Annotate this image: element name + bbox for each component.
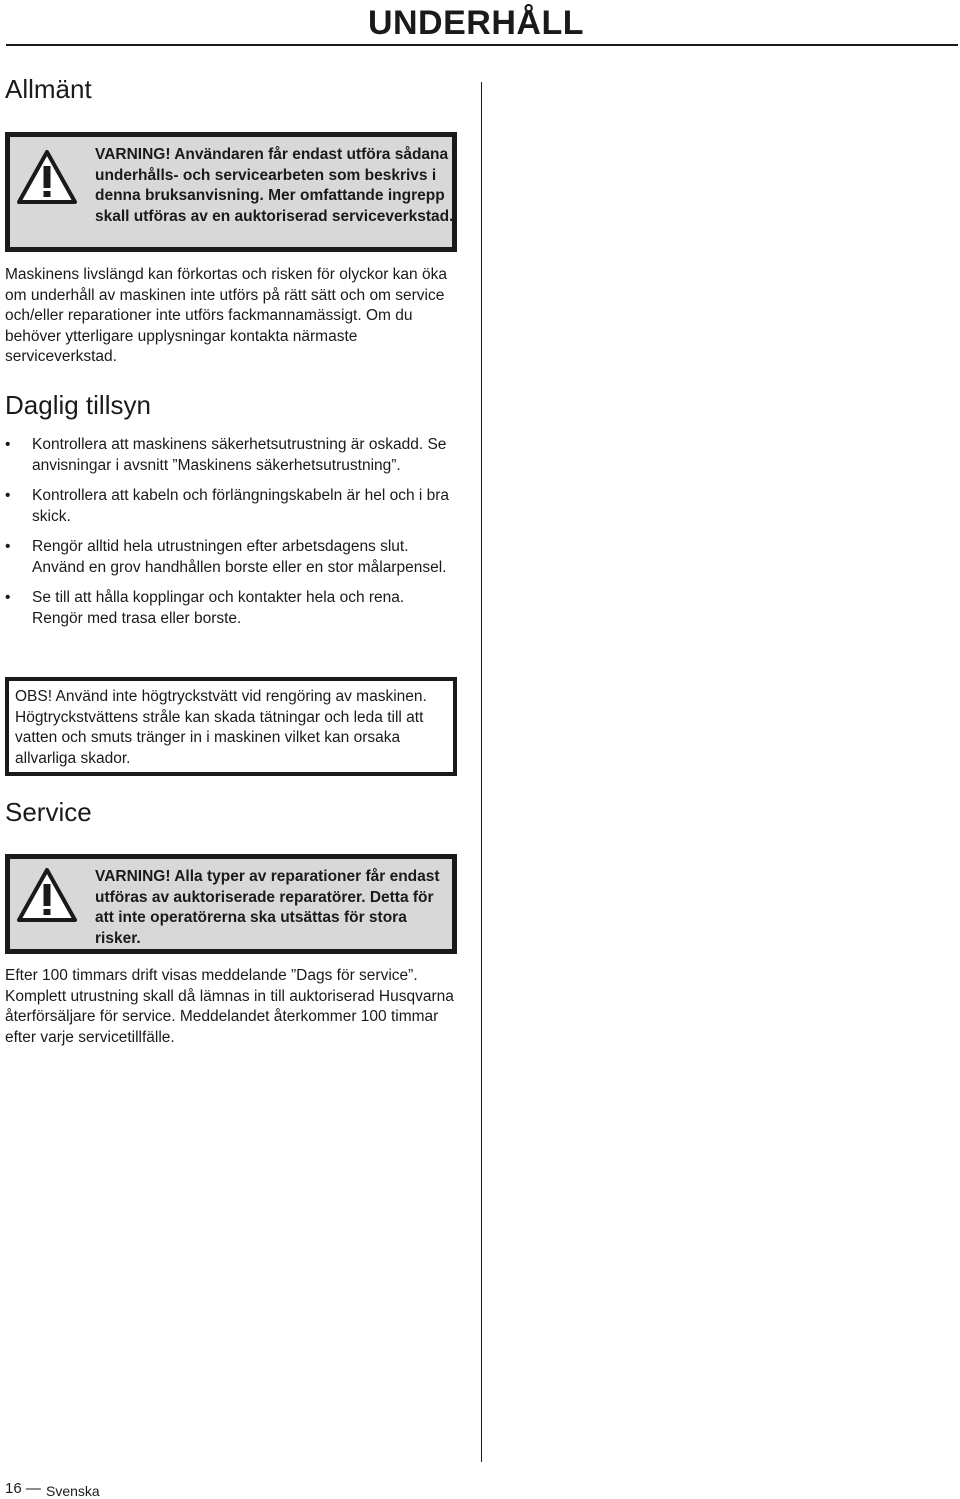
page-header-title: UNDERHÅLL — [367, 4, 584, 42]
warning-triangle-icon — [16, 149, 78, 205]
general-body-text: Maskinens livslängd kan förkortas och risken för olyckor kan öka om underhåll av maskinen inte utförs på rätt sätt och om service och/eller reparationer inte utförs fackmannamässigt. Om du behöver ytterligare upplysningar kontakta närmaste serviceverkstad. — [5, 266, 447, 365]
list-item — [5, 486, 457, 527]
bullet-icon: • — [5, 538, 11, 555]
column-divider — [481, 82, 482, 1462]
heading-service: Service — [5, 797, 92, 827]
list-item-text: Rengör alltid hela utrustningen efter arbetsdagens slut. Använd en grov handhållen borste eller en stor målarpensel. — [32, 538, 447, 576]
footer-language: Svenska — [46, 1483, 100, 1499]
bullet-icon: • — [5, 436, 11, 453]
heading-general: Allmänt — [5, 74, 92, 104]
heading-daily-inspection: Daglig tillsyn — [5, 390, 151, 420]
warning-box-service — [5, 854, 457, 954]
warning-triangle-icon — [16, 867, 78, 923]
note-box: OBS! Använd inte högtryckstvätt vid rengöring av maskinen. Högtryckstvättens stråle kan skada tätningar och leda till att vatten och smuts tränger in i maskinen vilket kan orsaka allvarliga skador. — [5, 677, 457, 776]
warning-text-service: VARNING! Alla typer av reparationer får endast utföras av auktoriserade reparatörer. Detta för att inte operatörerna ska utsättas för stora risker. — [95, 868, 440, 947]
bullet-icon: • — [5, 589, 11, 606]
list-item — [5, 588, 457, 629]
list-item-text: Se till att hålla kopplingar och kontakter hela och rena. Rengör med trasa eller borste. — [32, 589, 405, 627]
daily-checklist — [5, 435, 457, 639]
list-item — [5, 537, 457, 578]
warning-box-general — [5, 132, 457, 252]
bullet-icon: • — [5, 487, 11, 504]
warning-text-general: VARNING! Användaren får endast utföra sådana underhålls- och servicearbeten som beskrivs i denna bruksanvisning. Mer omfattande ingrepp skall utföras av en auktoriserad serviceverkstad. — [95, 146, 454, 225]
page-number: 16 — — [5, 1480, 41, 1497]
list-item-text: Kontrollera att kabeln och förlängningskabeln är hel och i bra skick. — [32, 487, 450, 525]
header-rule — [6, 44, 958, 46]
list-item-text: Kontrollera att maskinens säkerhetsutrustning är oskadd. Se anvisningar i avsnitt ”Maskinens säkerhetsutrustning”. — [32, 436, 447, 474]
service-body-text: Efter 100 timmars drift visas meddelande ”Dags för service”. Komplett utrustning skall då lämnas in till auktoriserad Husqvarna återförsäljare för service. Meddelandet återkommer 100 timmar efter varje servicetillfälle. — [5, 967, 454, 1046]
list-item — [5, 435, 457, 476]
